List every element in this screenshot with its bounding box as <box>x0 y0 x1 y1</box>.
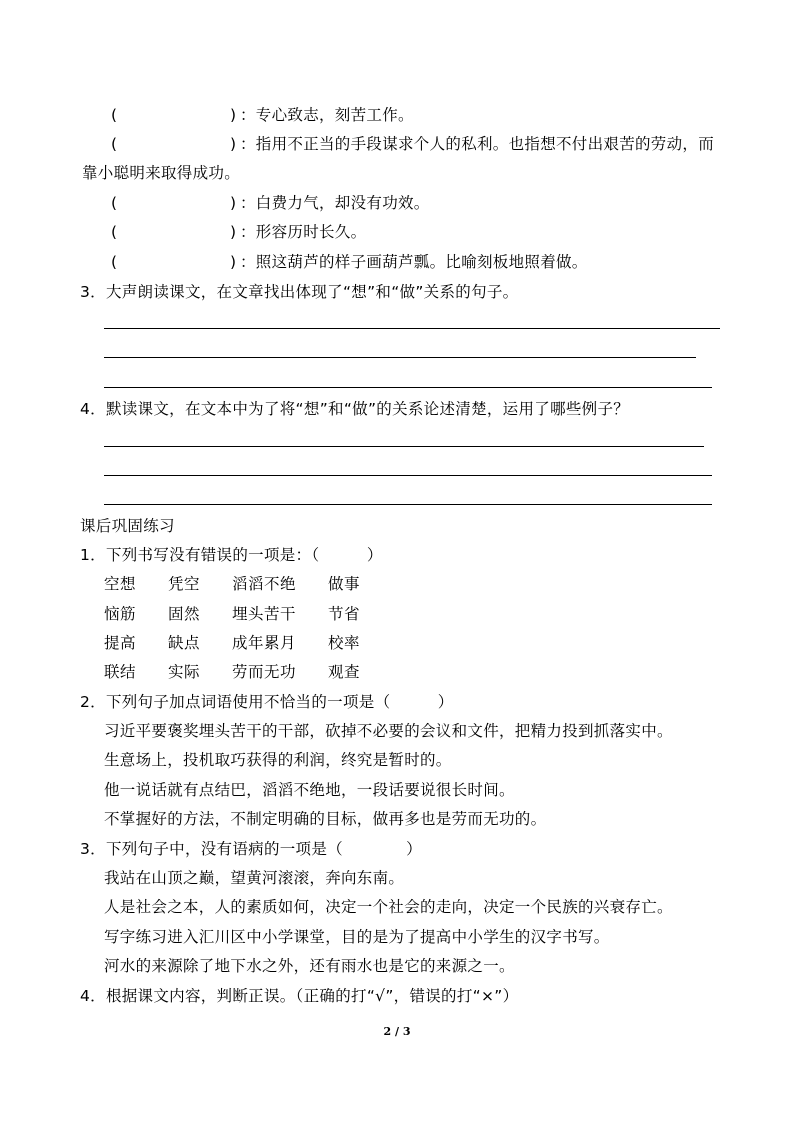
answer-blank[interactable] <box>126 104 226 124</box>
open-paren: ( <box>111 223 118 241</box>
word-option: 节省 <box>328 605 361 623</box>
word-option: 恼筋 <box>104 605 137 623</box>
open-paren: ( <box>111 253 118 271</box>
exercise-3-question: 3．下列句子中，没有语病的一项是（ ） <box>80 840 422 858</box>
definition-text: ：白费力气，却没有功效。 <box>240 194 430 212</box>
sentence-option: 他一说话就有点结巴，滔滔不绝地，一段话要说很长时间。 <box>104 781 515 799</box>
open-paren: ( <box>111 135 118 153</box>
word-option: 空想 <box>104 575 137 593</box>
word-option: 凭空 <box>168 575 201 593</box>
answer-blank[interactable] <box>126 221 226 241</box>
word-option: 缺点 <box>168 634 201 652</box>
sentence-option: 习近平要褒奖埋头苦干的干部，砍掉不必要的会议和文件，把精力投到抓落实中。 <box>104 722 673 740</box>
answer-blank[interactable] <box>126 192 226 212</box>
page-number: 2 / 3 <box>383 1025 411 1038</box>
word-option: 做事 <box>328 575 361 593</box>
word-option: 成年累月 <box>232 634 297 652</box>
word-option: 滔滔不绝 <box>232 575 297 593</box>
close-paren: ) <box>230 223 237 241</box>
close-paren: ) <box>230 106 237 124</box>
sentence-option: 人是社会之本，人的素质如何，决定一个社会的走向，决定一个民族的兴衰存亡。 <box>104 898 673 916</box>
definition-text: ：专心致志，刻苦工作。 <box>240 106 414 124</box>
word-option: 埋头苦干 <box>232 605 297 623</box>
word-option: 固然 <box>168 605 201 623</box>
close-paren: ) <box>230 135 237 153</box>
exercise-1-question: 1．下列书写没有错误的一项是：（ ） <box>80 546 383 564</box>
exercise-2-question: 2．下列句子加点词语使用不恰当的一项是（ ） <box>80 693 454 711</box>
word-option: 实际 <box>168 663 201 681</box>
question-3: 3．大声朗读课文，在文章找出体现了“想”和“做”关系的句子。 <box>80 283 519 301</box>
answer-blank[interactable] <box>126 251 226 271</box>
answer-line[interactable] <box>104 328 720 329</box>
definition-text: ：形容历时长久。 <box>240 223 367 241</box>
answer-line[interactable] <box>104 504 712 505</box>
open-paren: ( <box>111 194 118 212</box>
word-option: 联结 <box>104 663 137 681</box>
question-4: 4．默读课文，在文本中为了将“想”和“做”的关系论述清楚，运用了哪些例子？ <box>80 400 630 418</box>
sentence-option: 生意场上，投机取巧获得的利润，终究是暂时的。 <box>104 751 452 769</box>
answer-line[interactable] <box>104 387 712 388</box>
open-paren: ( <box>111 106 118 124</box>
answer-blank[interactable] <box>126 133 226 153</box>
section-title: 课后巩固练习 <box>80 517 175 535</box>
sentence-option: 河水的来源除了地下水之外，还有雨水也是它的来源之一。 <box>104 957 515 975</box>
sentence-option: 不掌握好的方法，不制定明确的目标，做再多也是劳而无功的。 <box>104 810 547 828</box>
exercise-4-question: 4．根据课文内容，判断正误。（正确的打“√”，错误的打“×”） <box>80 987 519 1005</box>
word-option: 校率 <box>328 634 361 652</box>
word-option: 观查 <box>328 663 361 681</box>
close-paren: ) <box>230 253 237 271</box>
word-option: 提高 <box>104 634 137 652</box>
close-paren: ) <box>230 194 237 212</box>
answer-line[interactable] <box>104 357 696 358</box>
answer-line[interactable] <box>104 475 712 476</box>
sentence-option: 写字练习进入汇川区中小学课堂，目的是为了提高中小学生的汉字书写。 <box>104 928 610 946</box>
definition-text: 靠小聪明来取得成功。 <box>82 164 241 182</box>
answer-line[interactable] <box>104 446 704 447</box>
definition-text: ：指用不正当的手段谋求个人的私利。也指想不付出艰苦的劳动，而 <box>240 135 715 153</box>
sentence-option: 我站在山顶之巅，望黄河滚滚，奔向东南。 <box>104 869 405 887</box>
word-option: 劳而无功 <box>232 663 297 681</box>
definition-text: ：照这葫芦的样子画葫芦瓢。比喻刻板地照着做。 <box>240 253 588 271</box>
